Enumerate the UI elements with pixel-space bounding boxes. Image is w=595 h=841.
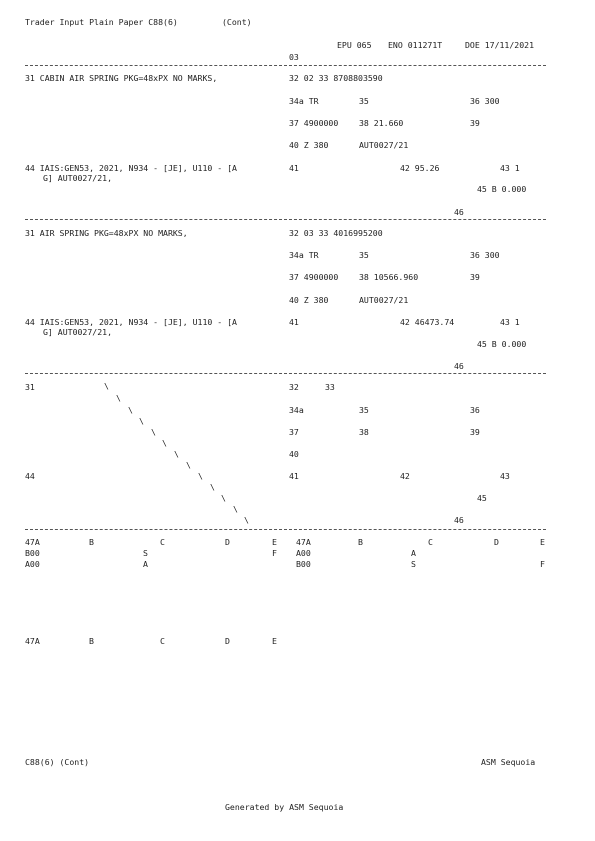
strike-mark: \ (151, 427, 156, 437)
strike-mark: \ (198, 471, 203, 481)
box37-label: 37 (289, 427, 299, 437)
divider (25, 373, 546, 374)
document-title: Trader Input Plain Paper C88(6) (25, 17, 178, 27)
strike-mark: \ (186, 460, 191, 470)
box45: 45 B 0.000 (477, 339, 527, 349)
strike-mark: \ (128, 405, 133, 415)
box42-label: 42 (400, 471, 410, 481)
box32-commodity: 32 02 33 8708803590 (289, 73, 383, 83)
strike-mark: \ (244, 515, 249, 525)
box47-col-e: E (272, 537, 277, 547)
strike-mark: \ (104, 381, 109, 391)
box44-line1: 44 IAIS:GEN53, 2021, N934 - [JE], U110 - [A (25, 317, 237, 327)
box41-label: 41 (289, 471, 299, 481)
strike-mark: \ (174, 449, 179, 459)
box40-reference: AUT0027/21 (359, 295, 409, 305)
box34-label: 34a (289, 405, 304, 415)
box43: 43 1 (500, 317, 520, 327)
box47-col-c: C (160, 636, 165, 646)
box47-cell: A (143, 559, 148, 569)
box36-label: 36 (470, 405, 480, 415)
footer-brand: ASM Sequoia (481, 757, 536, 767)
box39: 39 (470, 118, 480, 128)
box47-col-47a: 47A (296, 537, 311, 547)
box37-procedure: 37 4900000 (289, 272, 339, 282)
box47-cell: F (272, 548, 277, 558)
box45: 45 B 0.000 (477, 184, 527, 194)
divider (25, 529, 546, 530)
box44-label: 44 (25, 471, 35, 481)
box43-label: 43 (500, 471, 510, 481)
box47-cell: F (540, 559, 545, 569)
box44-line2: G] AUT0027/21, (43, 173, 113, 183)
divider (25, 65, 546, 66)
box47-cell: B00 (296, 559, 311, 569)
box41: 41 (289, 317, 299, 327)
box38-label: 38 (359, 427, 369, 437)
box40-reference: AUT0027/21 (359, 140, 409, 150)
box39: 39 (470, 272, 480, 282)
box36: 36 300 (470, 96, 500, 106)
box40: 40 Z 380 (289, 295, 329, 305)
strike-mark: \ (210, 482, 215, 492)
epu-field: EPU 065 (337, 40, 372, 50)
box47-cell: S (143, 548, 148, 558)
box45-label: 45 (477, 493, 487, 503)
box47-cell: B00 (25, 548, 40, 558)
box41: 41 (289, 163, 299, 173)
box42-price: 42 46473.74 (400, 317, 455, 327)
box34-origin: 34a TR (289, 96, 319, 106)
generated-by-note: Generated by ASM Sequoia (225, 802, 344, 812)
box47-col-47a: 47A (25, 636, 40, 646)
box47-col-c: C (428, 537, 433, 547)
box38-net-mass: 38 10566.960 (359, 272, 419, 282)
strike-mark: \ (233, 504, 238, 514)
strike-mark: \ (162, 438, 167, 448)
box47-cell: A00 (296, 548, 311, 558)
box35-label: 35 (359, 405, 369, 415)
box47-col-c: C (160, 537, 165, 547)
strike-mark: \ (221, 493, 226, 503)
box47-col-b: B (358, 537, 363, 547)
box46: 46 (454, 207, 464, 217)
divider (25, 219, 546, 220)
page-number: 03 (289, 52, 299, 62)
box47-col-b: B (89, 537, 94, 547)
box47-cell: A (411, 548, 416, 558)
doe-field: DOE 17/11/2021 (465, 40, 535, 50)
box31-label: 31 (25, 382, 35, 392)
box36: 36 300 (470, 250, 500, 260)
box31-description: 31 CABIN AIR SPRING PKG=48xPX NO MARKS, (25, 73, 218, 83)
eno-field: ENO 011271T (388, 40, 443, 50)
box46-label: 46 (454, 515, 464, 525)
box38-net-mass: 38 21.660 (359, 118, 404, 128)
box47-col-b: B (89, 636, 94, 646)
box43: 43 1 (500, 163, 520, 173)
box33-label: 33 (325, 382, 335, 392)
box46: 46 (454, 361, 464, 371)
strike-mark: \ (116, 393, 121, 403)
box47-col-47a: 47A (25, 537, 40, 547)
box47-col-d: D (225, 537, 230, 547)
cont-label: (Cont) (222, 17, 252, 27)
box40: 40 Z 380 (289, 140, 329, 150)
box44-line2: G] AUT0027/21, (43, 327, 113, 337)
box31-description: 31 AIR SPRING PKG=48xPX NO MARKS, (25, 228, 188, 238)
box47-col-d: D (225, 636, 230, 646)
box47-cell: A00 (25, 559, 40, 569)
strike-mark: \ (139, 416, 144, 426)
box32-commodity: 32 03 33 4016995200 (289, 228, 383, 238)
box42-price: 42 95.26 (400, 163, 440, 173)
box40-label: 40 (289, 449, 299, 459)
box34-origin: 34a TR (289, 250, 319, 260)
box35: 35 (359, 250, 369, 260)
box47-col-e: E (540, 537, 545, 547)
box47-col-d: D (494, 537, 499, 547)
box32-label: 32 (289, 382, 299, 392)
footer-form-id: C88(6) (Cont) (25, 757, 90, 767)
box47-col-e: E (272, 636, 277, 646)
box39-label: 39 (470, 427, 480, 437)
box47-cell: S (411, 559, 416, 569)
box35: 35 (359, 96, 369, 106)
box37-procedure: 37 4900000 (289, 118, 339, 128)
box44-line1: 44 IAIS:GEN53, 2021, N934 - [JE], U110 - [A (25, 163, 237, 173)
